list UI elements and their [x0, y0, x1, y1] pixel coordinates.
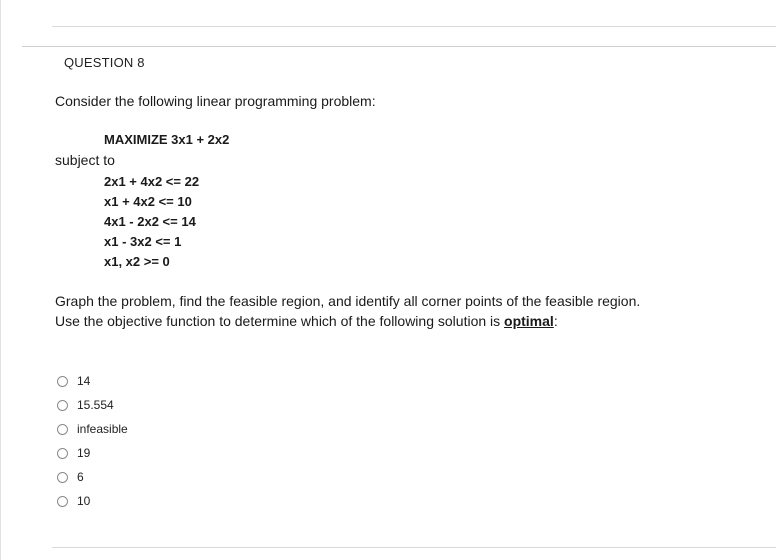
objective-function: MAXIMIZE 3x1 + 2x2 — [104, 132, 230, 147]
answer-option[interactable] — [57, 417, 128, 441]
answer-options — [57, 369, 128, 513]
instruction-line-1: Graph the problem, find the feasible region, and identify all corner points of the feasible region. — [55, 293, 641, 309]
answer-option[interactable] — [57, 393, 128, 417]
radio-button[interactable] — [57, 448, 68, 459]
instruction-line-2-colon: : — [553, 313, 558, 329]
answer-option[interactable] — [57, 369, 128, 393]
answer-option-label[interactable]: infeasible — [77, 422, 128, 436]
radio-button[interactable] — [57, 400, 68, 411]
answer-option[interactable] — [57, 465, 128, 489]
non-negativity-constraint: x1, x2 >= 0 — [104, 254, 170, 269]
question-header-divider — [22, 46, 776, 47]
question-intro: Consider the following linear programming problem: — [55, 93, 376, 109]
top-divider — [52, 26, 776, 27]
left-border — [0, 0, 1, 560]
answer-option-label[interactable]: 6 — [77, 470, 84, 484]
bottom-divider — [52, 547, 776, 548]
subject-to-label: subject to — [55, 152, 115, 168]
answer-option-label[interactable]: 19 — [77, 446, 91, 460]
answer-option[interactable] — [57, 489, 128, 513]
question-instruction — [55, 291, 640, 331]
instruction-line-2 — [55, 311, 640, 331]
instruction-line-2-text: Use the objective function to determine which of the following solution is — [55, 313, 505, 329]
constraint-list — [104, 172, 199, 272]
radio-button[interactable] — [57, 496, 68, 507]
radio-button[interactable] — [57, 472, 68, 483]
answer-option[interactable] — [57, 441, 128, 465]
constraint-3: 4x1 - 2x2 <= 14 — [104, 214, 196, 229]
constraint-4: x1 - 3x2 <= 1 — [104, 234, 182, 249]
answer-option-label[interactable]: 15.554 — [77, 398, 114, 412]
question-title: QUESTION 8 — [64, 55, 145, 70]
answer-option-label[interactable]: 14 — [77, 374, 91, 388]
constraint-1: 2x1 + 4x2 <= 22 — [104, 174, 200, 189]
optimal-emphasis: optimal — [504, 313, 554, 329]
radio-button[interactable] — [57, 376, 68, 387]
answer-option-label[interactable]: 10 — [77, 494, 91, 508]
constraint-2: x1 + 4x2 <= 10 — [104, 194, 192, 209]
radio-button[interactable] — [57, 424, 68, 435]
